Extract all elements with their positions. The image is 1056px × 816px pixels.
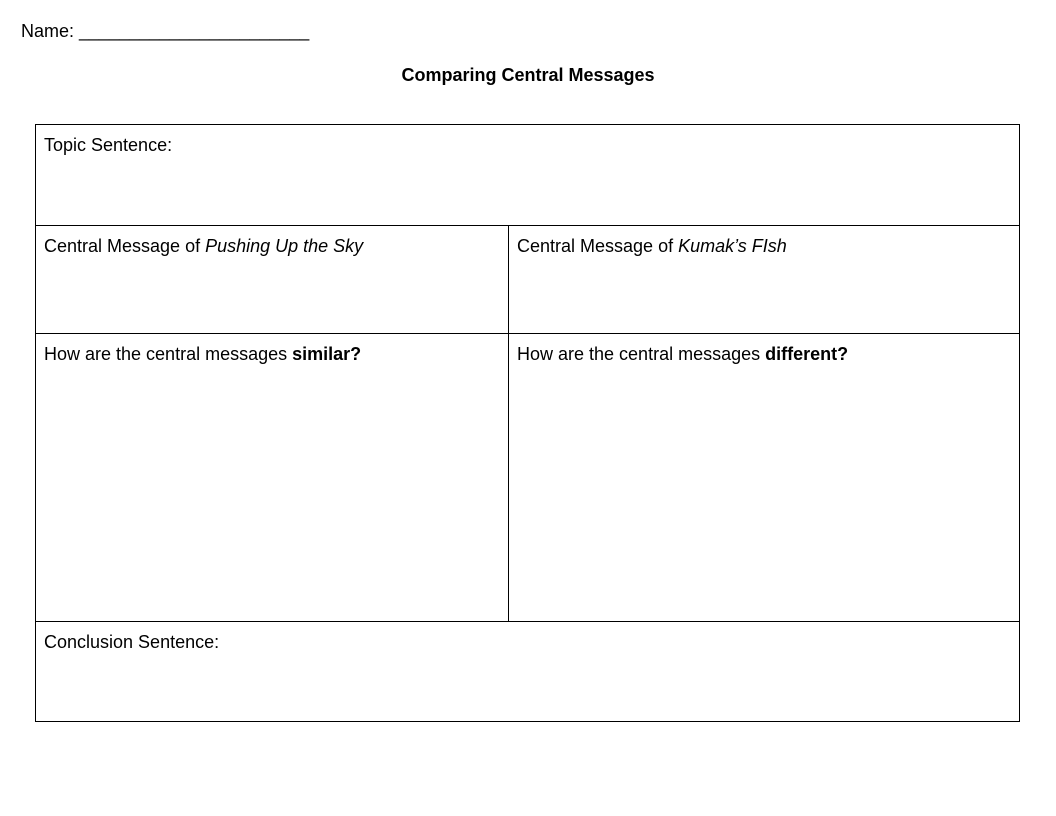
name-field[interactable] <box>21 20 309 42</box>
conclusion-row <box>36 622 1020 722</box>
central-message-right-prefix: Central Message of <box>517 236 679 256</box>
different-keyword: different? <box>765 344 849 364</box>
graphic-organizer-table <box>35 124 1020 722</box>
book-title-left: Pushing Up the Sky <box>205 236 364 256</box>
conclusion-sentence-cell[interactable] <box>36 622 1020 722</box>
similar-keyword: similar? <box>292 344 362 364</box>
name-blank-line[interactable]: _______________________ <box>79 21 310 41</box>
similar-question-prefix: How are the central messages <box>44 344 293 364</box>
similar-cell[interactable] <box>36 334 509 622</box>
book-title-right: Kumak’s FIsh <box>678 236 787 256</box>
conclusion-sentence-label: Conclusion Sentence: <box>44 632 220 652</box>
central-message-left-cell[interactable] <box>36 226 509 334</box>
comparison-row <box>36 334 1020 622</box>
topic-sentence-cell[interactable] <box>36 125 1020 226</box>
topic-row <box>36 125 1020 226</box>
name-label: Name: <box>21 21 75 41</box>
central-message-left-prefix: Central Message of <box>44 236 206 256</box>
central-message-row <box>36 226 1020 334</box>
different-cell[interactable] <box>509 334 1020 622</box>
page-title: Comparing Central Messages <box>401 65 655 85</box>
central-message-right-cell[interactable] <box>509 226 1020 334</box>
different-question-prefix: How are the central messages <box>517 344 766 364</box>
topic-sentence-label: Topic Sentence: <box>44 135 173 155</box>
